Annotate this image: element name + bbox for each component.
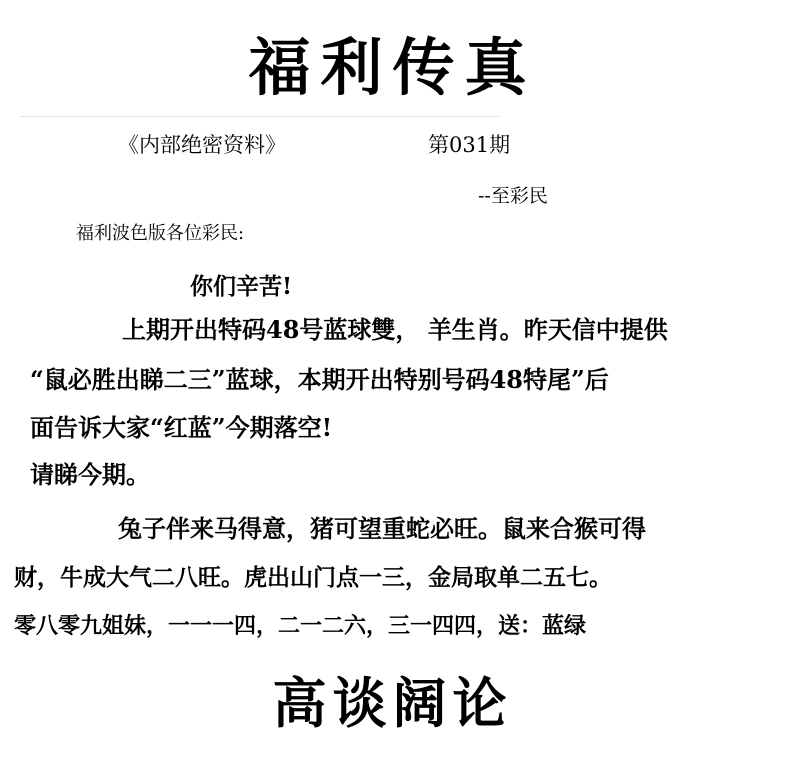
header-divider <box>20 116 500 117</box>
letter-line-2: “鼠必胜出睇二三”蓝球，本期开出特别号码48特尾”后 <box>30 365 609 394</box>
page-title: 福利传真 <box>248 31 537 104</box>
letter-line-7: 零八零九姐妹，一一一四，二一二六，三一四四，送：蓝绿 <box>14 613 587 639</box>
document-label: 《内部绝密资料》 <box>118 133 286 157</box>
letter-line-6: 财，牛成大气二八旺。虎出山门点一三，金局取单二五七。 <box>14 564 612 591</box>
letter-line-3: 面告诉大家“红蓝”今期落空! <box>30 413 333 442</box>
letter-line-greeting: 你们辛苦! <box>190 273 293 300</box>
signature: --至彩民 <box>478 185 548 207</box>
letter-line-5: 兔子伴来马得意，猪可望重蛇必旺。鼠来合猴可得 <box>118 514 646 543</box>
salutation: 福利波色版各位彩民: <box>76 223 245 244</box>
letter-line-4: 请睇今期。 <box>30 460 150 489</box>
issue-number: 第031期 <box>428 133 511 157</box>
letter-line-1: 上期开出特码48号蓝球雙， 羊生肖。昨天信中提供 <box>122 315 668 344</box>
footer-title: 高谈阔论 <box>272 671 513 735</box>
